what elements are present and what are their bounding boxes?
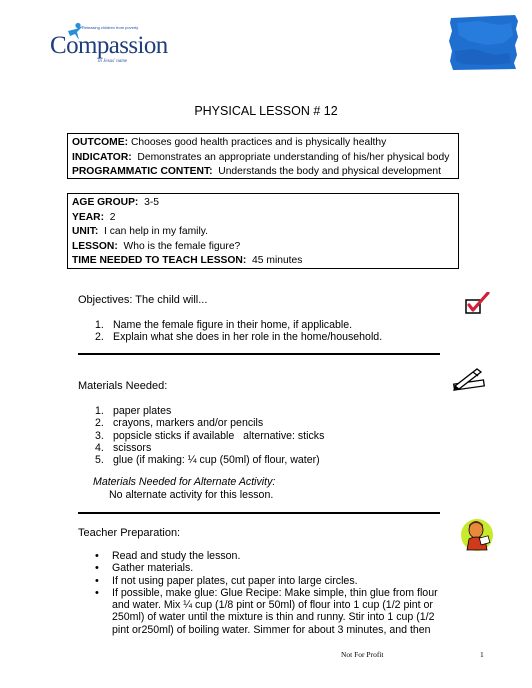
materials-list (95, 405, 324, 466)
list-text: scissors (113, 441, 152, 454)
list-item (95, 575, 447, 587)
list-item (95, 454, 324, 466)
blue-stamp-icon (449, 15, 519, 70)
list-number: 4. (95, 441, 104, 454)
lesson-label: LESSON: (72, 240, 118, 252)
bullet: • (95, 562, 99, 575)
unit-text: I can help in my family. (104, 226, 209, 238)
unit-label: UNIT: (72, 226, 99, 238)
list-text: paper plates (113, 405, 172, 417)
list-number: 2. (95, 417, 104, 430)
time-needed-label: TIME NEEDED TO TEACH LESSON: (72, 255, 247, 267)
list-text: Read and study the lesson. (112, 550, 241, 562)
list-text: crayons, markers and/or pencils (113, 417, 264, 430)
teacher-preparation-title: Teacher Preparation: (78, 527, 181, 539)
bullet: • (95, 586, 99, 599)
bullet: • (95, 550, 99, 562)
logo-tagline: Releasing children from poverty (82, 25, 139, 30)
page-number: 1 (480, 650, 484, 659)
time-needed-text: 45 minutes (252, 255, 303, 267)
teacher-icon (459, 517, 495, 553)
list-text: glue (if making: ¼ cup (50ml) of flour, water) (113, 454, 320, 467)
lesson-text: Who is the female figure? (123, 240, 241, 252)
logo-subtitle: in Jesus' name (98, 59, 128, 64)
lesson-info-box (67, 193, 459, 269)
list-item (95, 587, 447, 636)
objectives-list (95, 319, 382, 344)
objectives-title: Objectives: The child will... (78, 294, 208, 306)
list-item (95, 319, 382, 331)
list-item (95, 430, 324, 442)
list-item (95, 405, 324, 417)
pencil-ruler-icon (451, 366, 487, 392)
materials-title: Materials Needed: (78, 380, 168, 392)
section-divider (78, 512, 440, 514)
list-text: Explain what she does in her role in the home/household. (113, 331, 383, 344)
programmatic-content-text: Understands the body and physical development (218, 166, 441, 178)
list-item (95, 442, 324, 454)
bullet: • (95, 574, 99, 587)
list-item (95, 562, 447, 574)
list-number: 1. (95, 405, 104, 417)
year-label: YEAR: (72, 211, 105, 223)
logo-wordmark: Compassion (50, 32, 168, 59)
preparation-list (95, 550, 447, 636)
list-number: 5. (95, 454, 104, 467)
footer-text: Not For Profit (341, 650, 384, 659)
indicator-label: INDICATOR: (72, 151, 132, 163)
list-number: 1. (95, 319, 104, 331)
list-item (95, 550, 447, 562)
alternate-materials-text: No alternate activity for this lesson. (109, 489, 274, 501)
programmatic-content-label: PROGRAMMATIC CONTENT: (72, 166, 213, 178)
indicator-text: Demonstrates an appropriate understanding of his/her physical body (137, 151, 450, 163)
section-divider (78, 353, 440, 355)
list-number: 3. (95, 429, 104, 442)
list-text: If not using paper plates, cut paper into large circles. (112, 574, 358, 587)
outcome-box (67, 133, 459, 179)
list-item (95, 331, 382, 343)
list-item (95, 417, 324, 429)
list-text: Gather materials. (112, 562, 194, 575)
list-text: Name the female figure in their home, if applicable. (113, 319, 353, 331)
outcome-label: OUTCOME: (72, 137, 129, 148)
lesson-title: PHYSICAL LESSON # 12 (194, 104, 338, 118)
list-text: If possible, make glue: Glue Recipe: Make simple, thin glue from flour and water. Mix ¼ cup (1/8 pint or 50ml) of flour into 1 cup (1/2 pint or 250ml) of water until the mixture is thin and runny. Stir into 1 cup (1/2 pint or250ml) of boiling water. Simmer for about 3 minutes, and then (112, 586, 438, 636)
year-text: 2 (109, 211, 116, 223)
age-group-label: AGE GROUP: (72, 197, 139, 208)
compassion-logo (50, 22, 168, 70)
alternate-materials-title: Materials Needed for Alternate Activity: (93, 476, 276, 488)
outcome-text: Chooses good health practices and is physically healthy (130, 137, 387, 148)
checkbox-check-icon (464, 292, 490, 316)
list-number: 2. (95, 331, 104, 344)
list-text: popsicle sticks if available alternative: sticks (113, 429, 325, 442)
age-group-text: 3-5 (144, 197, 159, 208)
